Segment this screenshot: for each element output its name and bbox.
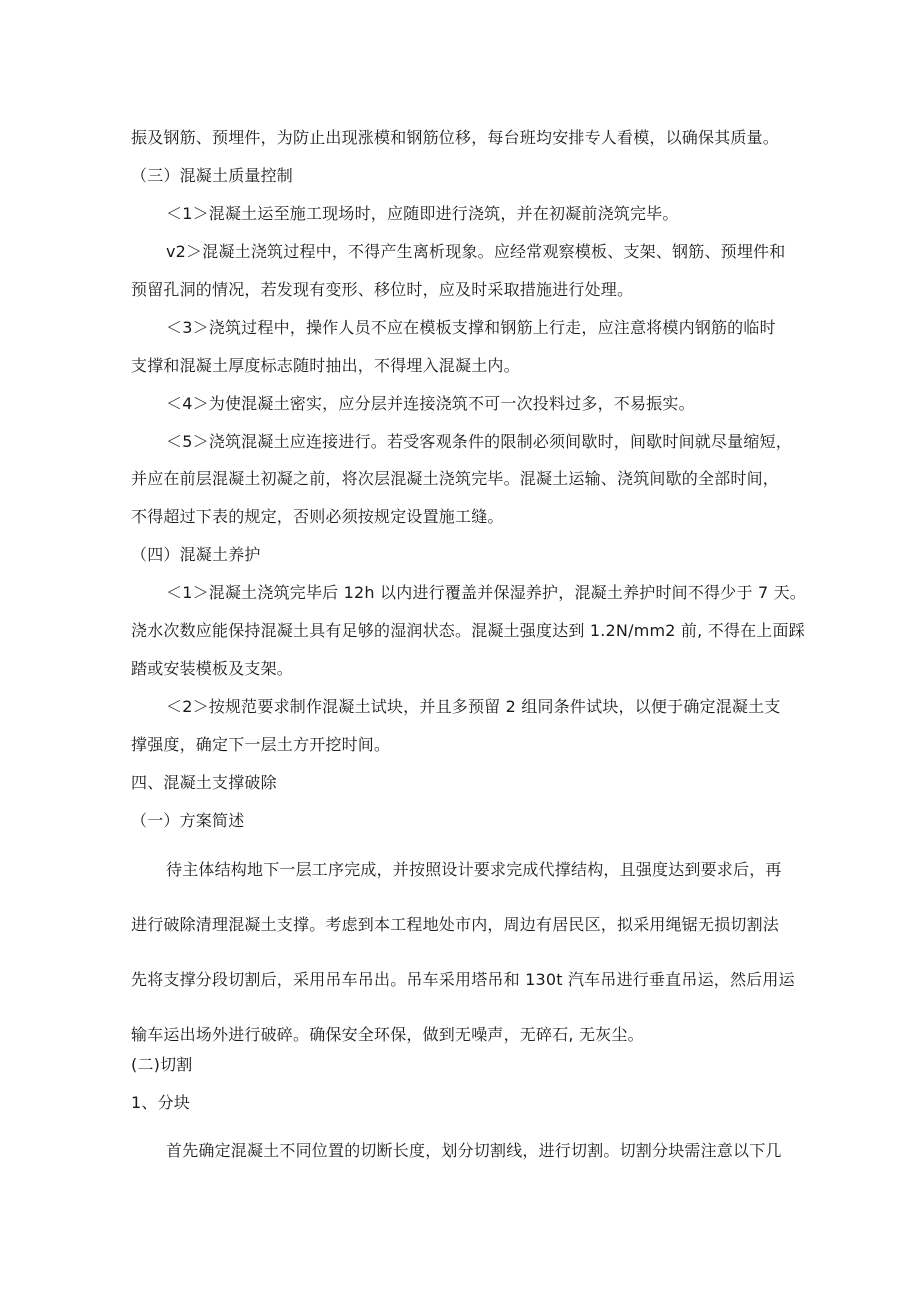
body-text-line: 进行破除清理混凝土支撑。考虑到本工程地处市内，周边有居民区，拟采用绳锯无损切割法 <box>131 915 780 934</box>
body-text-line: 预留孔洞的情况，若发现有变形、移位时，应及时采取措施进行处理。 <box>131 280 634 299</box>
body-text-line: 并应在前层混凝土初凝之前，将次层混凝土浇筑完毕。混凝土运输、浇筑间歇的全部时间， <box>131 469 780 488</box>
body-text-line: 不得超过下表的规定，否则必须按规定设置施工缝。 <box>131 507 504 526</box>
section-heading: （三）混凝土质量控制 <box>131 166 294 185</box>
body-text-line: 撑强度，确定下一层土方开挖时间。 <box>131 735 391 754</box>
body-text-line: 支撑和混凝土厚度标志随时抽出，不得埋入混凝土内。 <box>131 356 520 375</box>
subsection-heading: 1、分块 <box>131 1093 190 1112</box>
list-item-text: ＜1＞混凝土浇筑完毕后 12h 以内进行覆盖并保湿养护，混凝土养护时间不得少于 7 天。 <box>166 583 807 602</box>
section-heading: （一）方案简述 <box>131 811 245 830</box>
list-item-text: ＜3＞浇筑过程中，操作人员不应在模板支撑和钢筋上行走，应注意将模内钢筋的临时 <box>166 318 776 337</box>
list-item-text: ＜2＞按规范要求制作混凝土试块，并且多预留 2 组同条件试块，以便于确定混凝土支 <box>166 697 781 716</box>
body-text-line: 振及钢筋、预埋件，为防止出现涨模和钢筋位移，每台班均安排专人看模，以确保其质量。 <box>131 128 780 147</box>
body-text-line: 浇水次数应能保持混凝土具有足够的湿润状态。混凝土强度达到 1.2N∕mm2 前, 不得在上面踩 <box>131 621 805 640</box>
body-text-line: 输车运出场外进行破碎。确保安全环保，做到无噪声，无碎石, 无灰尘。 <box>131 1025 644 1044</box>
list-item-text: v2＞混凝土浇筑过程中，不得产生离析现象。应经常观察模板、支架、钢筋、预埋件和 <box>166 242 786 261</box>
chapter-heading: 四、混凝土支撑破除 <box>131 773 277 792</box>
section-heading: (二)切割 <box>131 1055 193 1074</box>
list-item-text: ＜5＞浇筑混凝土应连接进行。若受客观条件的限制必须间歇时，间歇时间就尽量缩短， <box>166 432 792 451</box>
paragraph-first-line: 待主体结构地下一层工序完成，并按照设计要求完成代撑结构，且强度达到要求后，再 <box>166 860 782 879</box>
section-heading: （四）混凝土养护 <box>131 545 261 564</box>
paragraph-first-line: 首先确定混凝土不同位置的切断长度，划分切割线，进行切割。切割分块需注意以下几 <box>166 1141 782 1160</box>
list-item-text: ＜4＞为使混凝土密实，应分层并连接浇筑不可一次投料过多，不易振实。 <box>166 394 695 413</box>
body-text-line: 先将支撑分段切割后，采用吊车吊出。吊车采用塔吊和 130t 汽车吊进行垂直吊运，然后用运 <box>131 970 795 989</box>
list-item-text: ＜1＞混凝土运至施工现场时，应随即进行浇筑，并在初凝前浇筑完毕。 <box>166 204 679 223</box>
body-text-line: 踏或安装模板及支架。 <box>131 659 294 678</box>
